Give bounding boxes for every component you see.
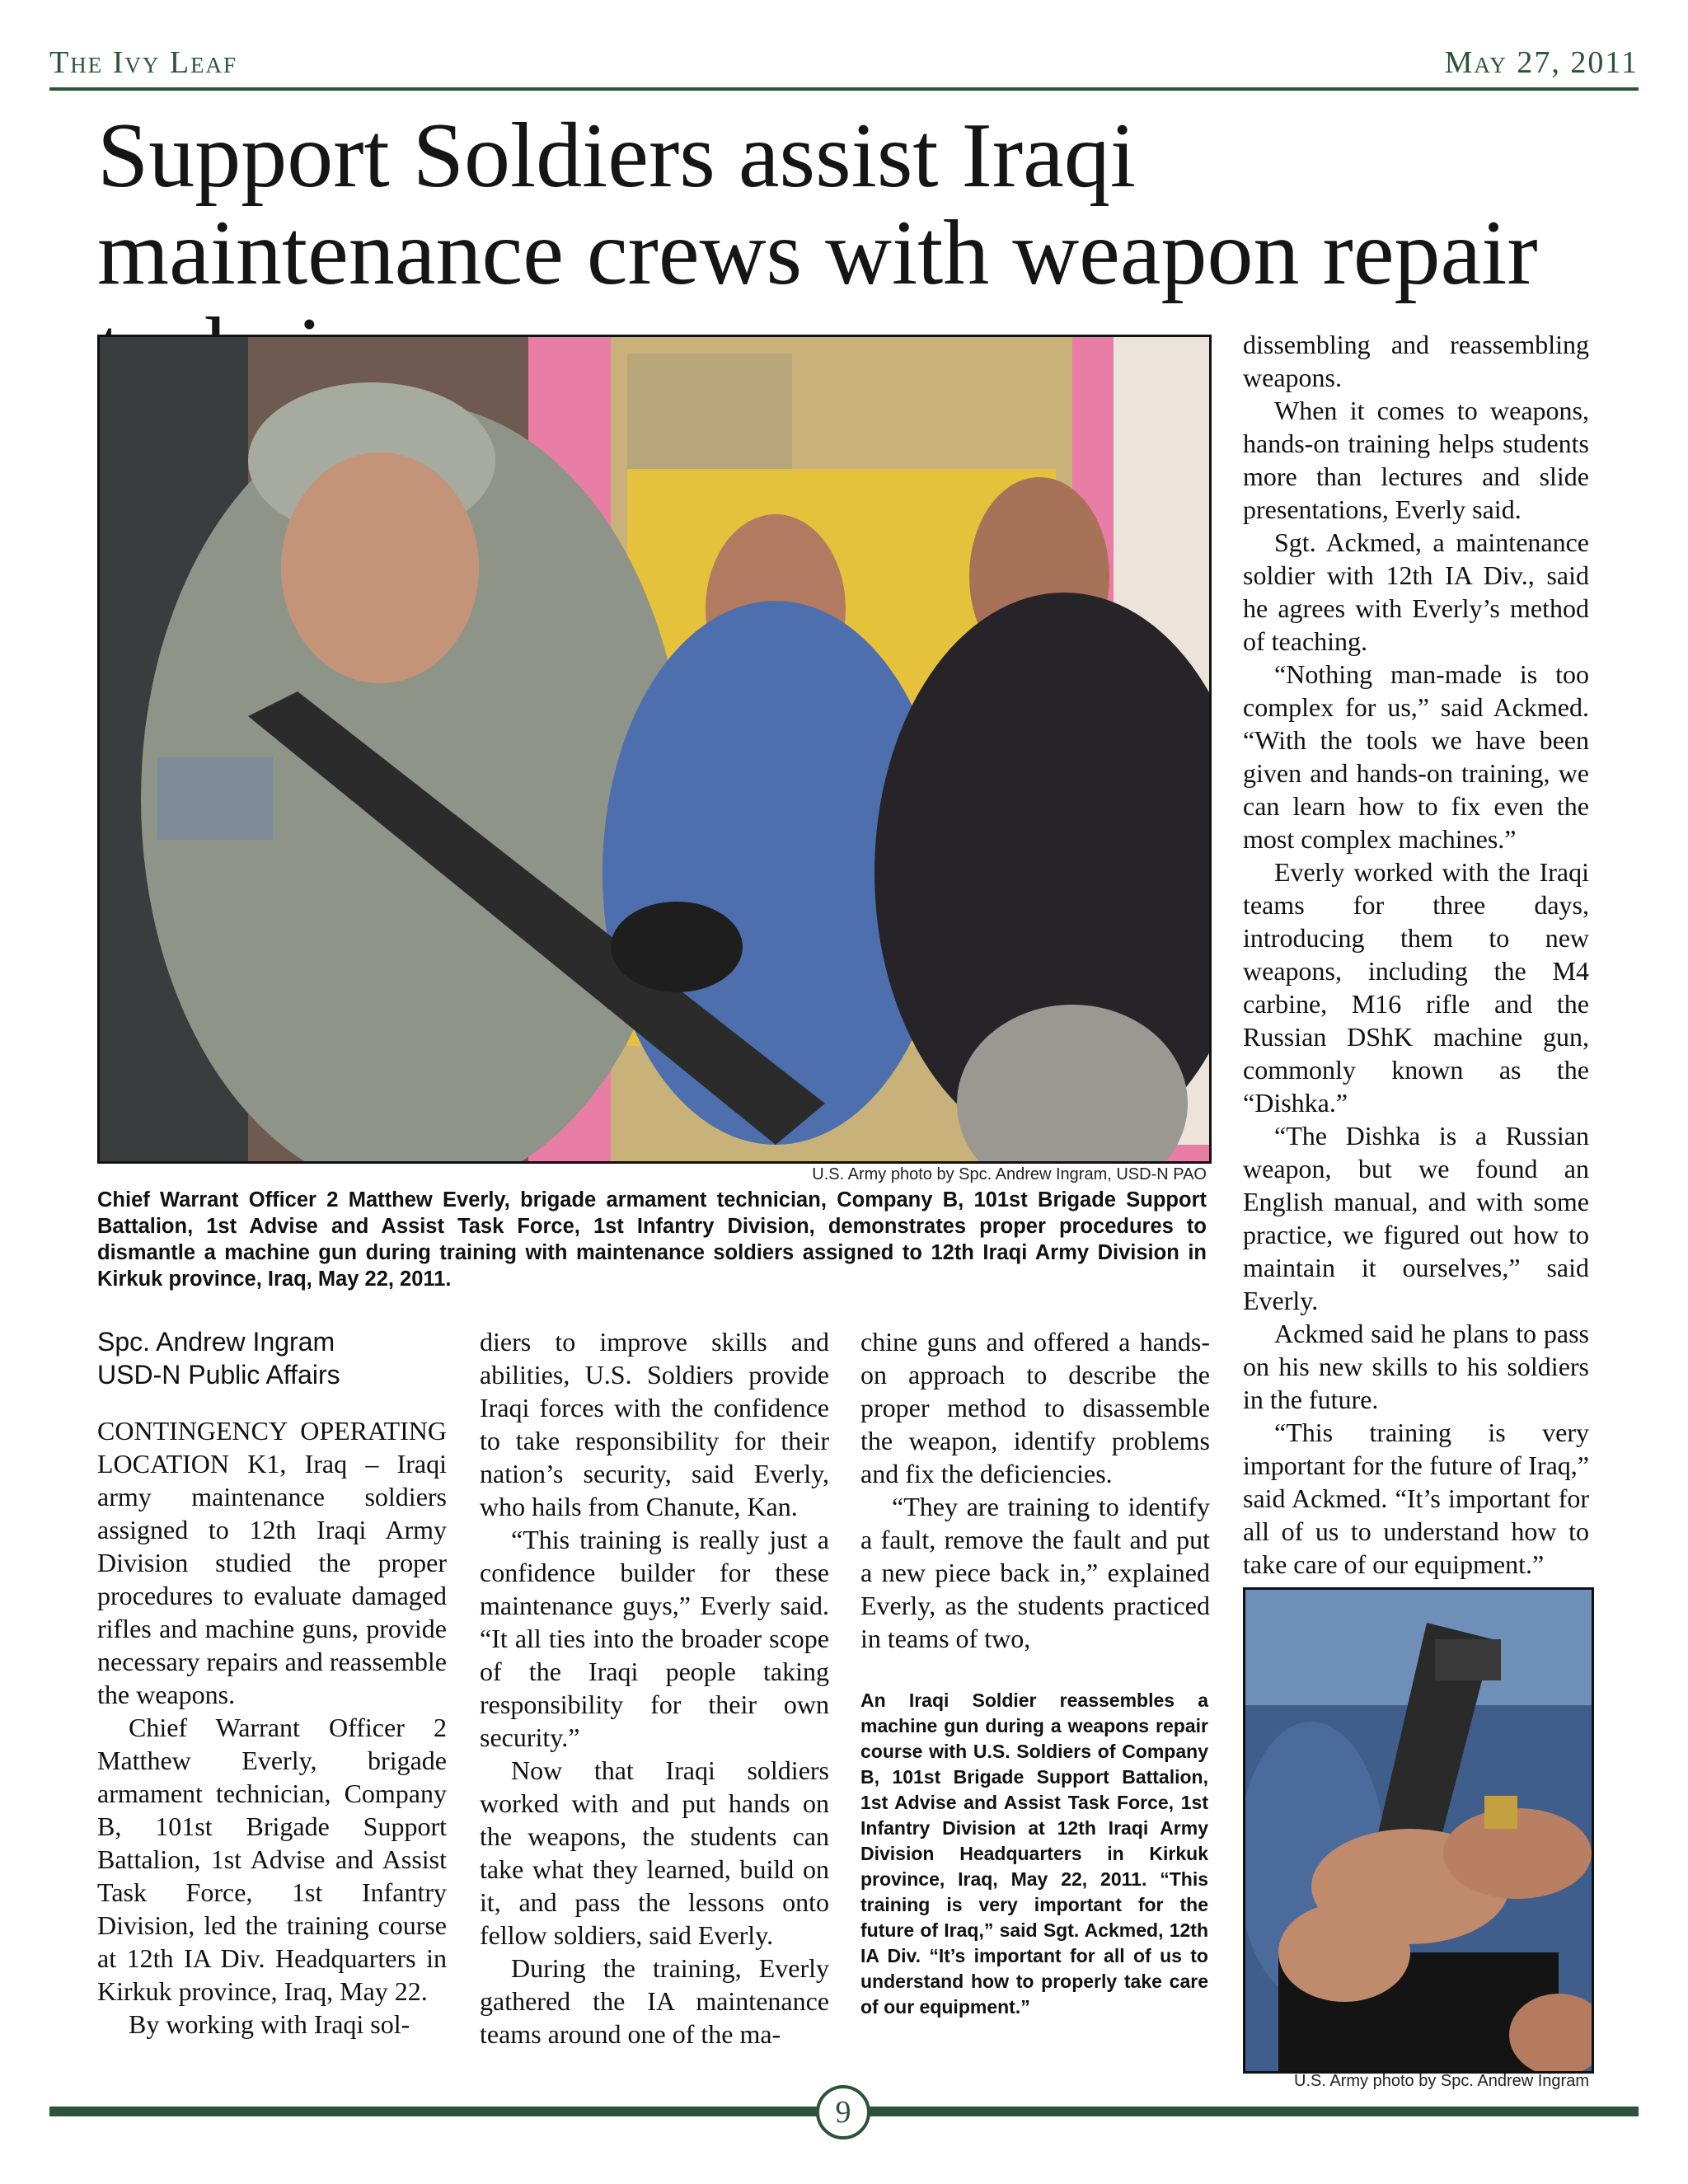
- article-column-1: [97, 1325, 447, 2041]
- main-photo-credit: U.S. Army photo by Spc. Andrew Ingram, USD-N PAO: [812, 1165, 1207, 1183]
- paragraph: When it comes to weapons, hands-on training helps students more than lectures and slide presentations, Everly said.: [1243, 396, 1589, 524]
- paragraph: “This training is really just a confidence builder for these maintenance guys,” Everly said. “It all ties into the broader scope of the Iraqi people taking responsibility for their own security.”: [480, 1525, 829, 1752]
- byline-unit: USD-N Public Affairs: [97, 1360, 340, 1390]
- byline: [97, 1325, 447, 1391]
- main-photo-caption: Chief Warrant Officer 2 Matthew Everly, brigade armament technician, Company B, 101st Brigade Support Battalion, 1st Advise and Assist Task Force, 1st Infantry Division, demonstrates proper procedures to dismantle a machine gun during training with maintenance soldiers assigned to 12th Iraqi Army Division in Kirkuk province, Iraq, May 22, 2011.: [97, 1188, 1207, 1291]
- headline: Support Soldiers assist Iraqi maintenance crews with weapon repair: [97, 105, 1538, 304]
- paragraph: Sgt. Ackmed, a maintenance soldier with 12th IA Div., said he agrees with Everly’s method of teaching.: [1243, 527, 1589, 656]
- paragraph: diers to improve skills and abilities, U.S. Soldiers provide Iraqi forces with the confidence to take responsibility for their nation’s security, said Everly, who hails from Chanute, Kan.: [480, 1327, 829, 1521]
- issue-date: May 27, 2011: [1444, 45, 1639, 80]
- second-photo: [1243, 1587, 1594, 2074]
- publication-title: The Ivy Leaf: [49, 45, 238, 80]
- soldier-demonstration-image: [100, 337, 1209, 1161]
- article-column-4: [1243, 328, 1589, 1581]
- paragraph: chine guns and offered a hands-on approach to describe the proper method to disassemble the weapon, identify problems and fix the deficiencies.: [860, 1327, 1210, 1488]
- paragraph: “The Dishka is a Russian weapon, but we found an English manual, and with some practice, we figured out how to maintain it ourselves,” said Everly.: [1243, 1121, 1589, 1315]
- article-column-2: [480, 1325, 829, 2050]
- machine-gun-reassembly-image: [1245, 1590, 1592, 2071]
- paragraph: “They are training to identify a fault, remove the fault and put a new piece back in,” explained Everly, as the students practiced in teams of two,: [860, 1492, 1210, 1653]
- page-number: 9: [816, 2085, 870, 2139]
- paragraph: Everly worked with the Iraqi teams for three days, introducing them to new weapons, including the M4 carbine, M16 rifle and the Russian DShK machine gun, commonly known as the “Dishka.”: [1243, 857, 1589, 1118]
- paragraph: Chief Warrant Officer 2 Matthew Everly, brigade armament technician, Company B, 101st Brigade Support Battalion, 1st Advise and Assist Task Force, 1st Infantry Division, led the training course at 12th IA Div. Headquarters in Kirkuk province, Iraq, May 22.: [97, 1713, 447, 2006]
- masthead: [49, 40, 1639, 91]
- paragraph: Ackmed said he plans to pass on his new skills to his soldiers in the future.: [1243, 1319, 1589, 1414]
- paragraph: “This training is very important for the future of Iraq,” said Ackmed. “It’s important for all of us to understand how to take care of our equipment.”: [1243, 1418, 1589, 1579]
- paragraph: During the training, Everly gathered the IA maintenance teams around one of the ma-: [480, 1953, 829, 2049]
- main-photo: [97, 335, 1212, 1164]
- paragraph: CONTINGENCY OPERATING LOCATION K1, Iraq – Iraqi army maintenance soldiers assigned to 12th Iraqi Army Division studied the proper procedures to evaluate damaged rifles and machine guns, provide necessary repairs and reassemble the weapons.: [97, 1416, 447, 1709]
- second-photo-caption: An Iraqi Soldier reassembles a machine gun during a weapons repair course with U.S. Soldiers of Company B, 101st Brigade Support Battalion, 1st Advise and Assist Task Force, 1st Infantry Division at 12th Iraqi Army Division Headquarters in Kirkuk province, Iraq, May 22, 2011. “This training is very important for the future of Iraq,” said Sgt. Ackmed, 12th IA Div. “It’s important for all of us to understand how to properly take care of our equipment.”: [860, 1690, 1208, 2018]
- byline-name: Spc. Andrew Ingram: [97, 1327, 335, 1357]
- paragraph: dissembling and reassembling weapons.: [1243, 330, 1589, 392]
- paragraph: Now that Iraqi soldiers worked with and put hands on the weapons, the students can take what they learned, build on it, and pass the lessons onto fellow soldiers, said Everly.: [480, 1755, 829, 1950]
- article-column-3: [860, 1325, 1210, 1655]
- paragraph: “Nothing man-made is too complex for us,” said Ackmed. “With the tools we have been given and hands-on training, we can learn how to fix even the most complex machines.”: [1243, 659, 1589, 854]
- paragraph: By working with Iraqi sol-: [129, 2009, 410, 2039]
- second-photo-credit: U.S. Army photo by Spc. Andrew Ingram: [1294, 2072, 1589, 2090]
